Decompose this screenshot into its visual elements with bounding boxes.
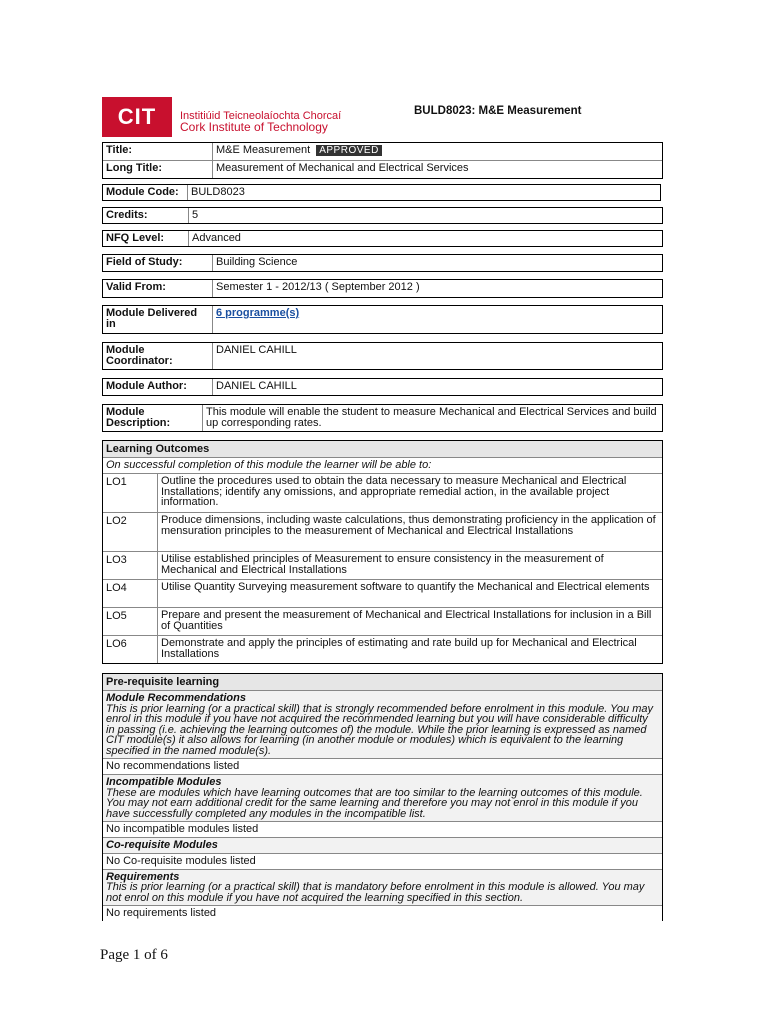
corequisite-block (103, 838, 662, 854)
corequisite-none: No Co-requisite modules listed (103, 854, 662, 870)
institute-name (180, 111, 341, 133)
prerequisite-heading: Pre-requisite learning (103, 674, 662, 691)
learning-outcomes-heading: Learning Outcomes (103, 441, 662, 458)
list-item (103, 635, 662, 663)
lo-code: LO6 (103, 636, 158, 663)
delivered-in-value (213, 306, 662, 333)
nfq-table (102, 230, 663, 247)
lo-text: Produce dimensions, including waste calculations, thus demonstrating proficiency in the application of mensuration principles to the measurement of Mechanical and Electrical Installations (161, 514, 656, 537)
field-of-study-label: Field of Study: (103, 255, 213, 271)
module-code-value: BULD8023 (191, 186, 245, 198)
lo-text: Utilise established principles of Measurement to ensure consistency in the measurement of Mechanical and Electrical Installations (161, 553, 604, 576)
list-item (103, 512, 662, 551)
corequisite-title: Co-requisite Modules (106, 839, 218, 851)
institute-name-english: Cork Institute of Technology (180, 120, 328, 134)
description-label: Module Description: (103, 405, 203, 431)
credits-table (102, 207, 663, 224)
author-value: DANIEL CAHILL (216, 380, 297, 392)
lo-text: Utilise Quantity Surveying measurement software to quantify the Mechanical and Electrical elements (161, 581, 650, 593)
field-of-study-table (102, 254, 663, 272)
nfq-value: Advanced (192, 232, 241, 244)
requirements-title: Requirements (106, 870, 180, 883)
description-table (102, 404, 663, 432)
list-item (103, 579, 662, 607)
lo-text: Demonstrate and apply the principles of estimating and rate build up for Mechanical and Electrical Installations (161, 637, 637, 660)
learning-outcomes-table (102, 440, 663, 664)
recommendations-title: Module Recommendations (106, 692, 246, 704)
long-title-value: Measurement of Mechanical and Electrical Services (216, 162, 469, 174)
incompatible-text: These are modules which have learning outcomes that are too similar to the learning outcomes of this module. You may not earn additional credit for the same learning and therefore you may not enrol in this module if you have successfully completed any modules in the incompatible list. (106, 786, 643, 820)
list-item (103, 474, 662, 512)
module-code-table (102, 184, 661, 201)
nfq-label: NFQ Level: (103, 231, 189, 246)
valid-from-value: Semester 1 - 2012/13 ( September 2012 ) (216, 281, 420, 293)
list-item (103, 551, 662, 579)
module-code-label: Module Code: (103, 185, 188, 200)
lo-code: LO3 (103, 552, 158, 579)
delivered-in-label: Module Delivered in (103, 306, 213, 333)
lo-code: LO5 (103, 608, 158, 635)
valid-from-table (102, 279, 663, 298)
recommendations-text: This is prior learning (or a practical skill) that is strongly recommended before enrolment in this module. You may enrol in this module if you have not acquired the recommended learning but you will have considerable difficulty in passing (i.e. achieving the learning outcomes of) the module. While the prior learning is expressed as named CIT module(s) it also allows for learning (in another module or modules) which is equivalent to the learning specified in the named module(s). (106, 702, 653, 757)
lo-code: LO1 (103, 474, 158, 512)
lo-text: Outline the procedures used to obtain the data necessary to measure Mechanical and Electrical Installations; identify any omissions, and appropriate remedial action, in the available project information. (161, 475, 627, 508)
title-value (213, 143, 662, 160)
cit-logo: CIT (102, 97, 172, 137)
page-number: Page 1 of 6 (100, 947, 168, 963)
incompatible-title: Incompatible Modules (106, 776, 222, 788)
learning-outcomes-list (103, 474, 662, 663)
institute-name-irish: Institiúid Teicneolaíochta Chorcaí (180, 110, 342, 122)
description-value: This module will enable the student to measure Mechanical and Electrical Services and build up corresponding rates. (206, 406, 657, 429)
delivered-in-table (102, 305, 663, 334)
title-table (102, 142, 663, 179)
coordinator-value: DANIEL CAHILL (216, 344, 297, 356)
lo-code: LO2 (103, 513, 158, 551)
field-of-study-value: Building Science (216, 256, 298, 268)
recommendations-none: No recommendations listed (103, 759, 662, 775)
author-table (102, 378, 663, 396)
requirements-none: No requirements listed (106, 907, 217, 919)
requirements-text: This is prior learning (or a practical skill) that is mandatory before enrolment in this module is allowed. You may not enrol on this module if you have not acquired the learning specified in this section. (106, 881, 645, 904)
title-label: Title: (103, 143, 213, 160)
coordinator-label: Module Coordinator: (103, 343, 213, 369)
credits-label: Credits: (103, 208, 189, 223)
lo-code: LO4 (103, 580, 158, 607)
list-item (103, 607, 662, 635)
programmes-link[interactable]: 6 programme(s) (216, 307, 300, 319)
lo-text: Prepare and present the measurement of Mechanical and Electrical Installations for inclusion in a Bill of Quantities (161, 609, 652, 632)
prerequisite-table (102, 673, 663, 921)
incompatible-block (103, 775, 662, 822)
credits-value: 5 (192, 209, 199, 221)
learning-outcomes-intro: On successful completion of this module the learner will be able to: (103, 458, 662, 474)
document-header (102, 97, 663, 137)
recommendations-block (103, 691, 662, 759)
author-label: Module Author: (103, 379, 213, 395)
valid-from-label: Valid From: (103, 280, 213, 297)
incompatible-none: No incompatible modules listed (103, 822, 662, 838)
requirements-block (103, 870, 662, 907)
coordinator-table (102, 342, 663, 370)
long-title-label: Long Title: (103, 161, 213, 178)
document-title: BULD8023: M&E Measurement (414, 105, 582, 117)
title-text: M&E Measurement (216, 144, 311, 156)
approved-badge: APPROVED (316, 145, 382, 156)
